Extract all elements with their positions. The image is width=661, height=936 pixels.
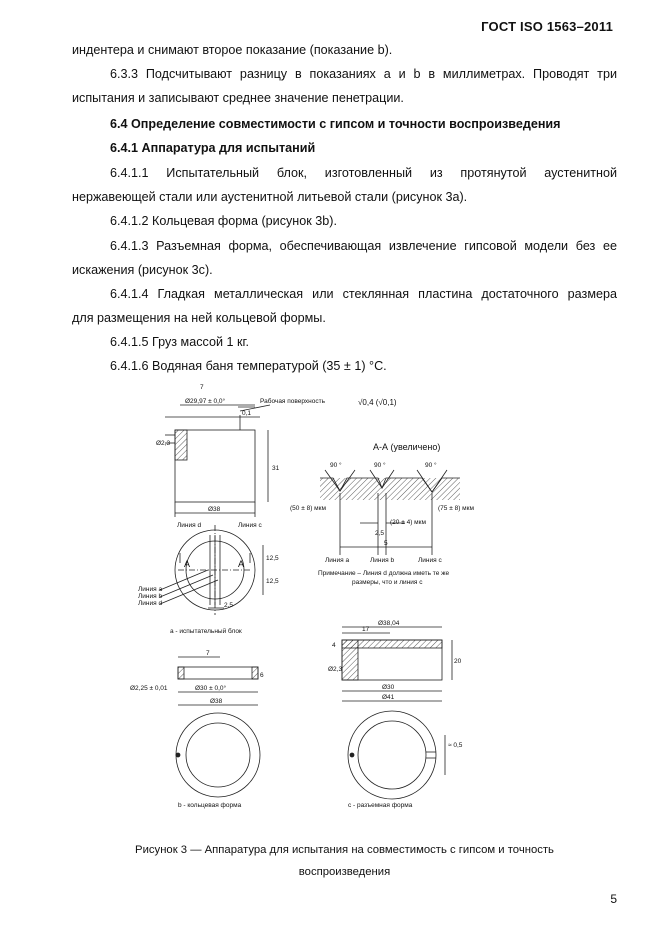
fig-dim-30b: Ø30 ± 0,0° <box>195 685 227 692</box>
heading-6-4-1-text: 6.4.1 Аппаратура для испытаний <box>110 141 316 155</box>
fig-dim-2-5-b: 2,5 <box>224 602 234 609</box>
split-mould-top-view <box>348 711 445 799</box>
paragraph-6-4-1-6-text: 6.4.1.6 Водяная баня температурой (35 ± 1) °С. <box>110 359 387 373</box>
figure-caption-line-2: воспроизведения <box>298 866 391 878</box>
fig-dim-31: 31 <box>272 465 280 472</box>
heading-6-4-text: 6.4 Определение совместимости с гипсом и точности воспроизведения <box>110 117 561 131</box>
fig-dim-30c: Ø30 <box>382 684 395 691</box>
technical-drawing <box>120 375 560 825</box>
test-block-top-view <box>160 525 263 615</box>
paragraph-6-4-1-1-line-1: 6.4.1.1 Испытательный блок, изготовленный из протянутой аустенитной <box>110 166 617 180</box>
fig-line-d-top: Линия d <box>177 522 202 529</box>
fig-dist-left: (50 ± 8) мкм <box>290 505 326 512</box>
fig-dim-7b: 7 <box>206 650 210 657</box>
fig-note-1: Примечание – Линия d должна иметь те же <box>318 570 450 577</box>
fig-dim-29-97: Ø29,97 ± 0,0° <box>185 398 226 405</box>
fig-dim-7a: 7 <box>200 384 204 391</box>
fig-caption-b: b - кольцевая форма <box>178 802 242 809</box>
fig-angle-1: 90 ° <box>330 462 342 469</box>
paragraph-6-4-1-4-line-2: для размещения на ней кольцевой формы. <box>72 311 326 325</box>
paragraph-6-4-1-2-text: 6.4.1.2 Кольцевая форма (рисунок 3b). <box>110 214 337 228</box>
fig-label-a-left: А <box>184 559 191 569</box>
fig-dim-6: 6 <box>260 672 264 679</box>
fig-line-a-right: Линия а <box>325 557 350 564</box>
fig-dim-2-5-a: 2,5 <box>375 530 385 537</box>
paragraph-6-4-1-3-line-1: 6.4.1.3 Разъемная форма, обеспечивающая извлечение гипсовой модели без ее <box>110 239 617 253</box>
fig-dim-2-25: Ø2,25 ± 0,01 <box>130 685 168 692</box>
fig-dim-2-3: Ø2,3 <box>156 440 171 447</box>
paragraph-6-4-1-5-text: 6.4.1.5 Груз массой 1 кг. <box>110 335 250 349</box>
fig-caption-c: с - разъемная форма <box>348 802 413 809</box>
fig-flatness: 0,1 <box>242 410 252 417</box>
fig-dim-17: 17 <box>362 626 370 633</box>
fig-dim-4: 4 <box>332 642 336 649</box>
paragraph-6-4-1-3 <box>72 234 617 282</box>
split-mould-side-view <box>342 627 452 701</box>
fig-work-surface: Рабочая поверхность <box>260 398 325 405</box>
ring-mould-top-view <box>176 713 260 797</box>
paragraph-6-4-1-4 <box>72 282 617 330</box>
fig-line-b-right: Линия b <box>370 557 395 564</box>
fig-dim-12-5-b: 12,5 <box>266 578 279 585</box>
paragraph-1 <box>72 38 617 62</box>
fig-line-d-left: Линия d <box>138 600 163 607</box>
test-block-side-view <box>165 405 270 517</box>
fig-line-c-top: Линия с <box>238 522 262 529</box>
fig-line-b-left: Линия b <box>138 593 163 600</box>
section-a-a <box>320 470 460 555</box>
heading-6-4-1 <box>72 136 617 160</box>
figure-caption-line-1: Рисунок 3 — Аппаратура для испытания на совместимость с гипсом и точность <box>135 844 554 856</box>
fig-dim-38-04: Ø38,04 <box>378 620 400 627</box>
paragraph-6-4-1-3-line-2: искажения (рисунок 3с). <box>72 263 213 277</box>
paragraph-6-3-3-line-2: испытания и записывают среднее значение пенетрации. <box>72 91 404 105</box>
paragraph-6-4-1-5 <box>72 330 617 354</box>
paragraph-6-4-1-1-line-2: нержавеющей стали или аустенитной литьевой стали (рисунок 3а). <box>72 190 468 204</box>
page-number: 5 <box>610 892 617 906</box>
fig-dim-38b: Ø38 <box>210 698 223 705</box>
fig-dim-2-3c: Ø2,3 <box>328 666 343 673</box>
paragraph-6-3-3-line-1: 6.3.3 Подсчитывают разницу в показаниях a и b в миллиметрах. Проводят три <box>110 67 617 81</box>
fig-section-title: А-А (увеличено) <box>373 442 441 452</box>
fig-dim-0-5: ≈ 0,5 <box>448 742 463 749</box>
fig-label-a-right: А <box>238 559 245 569</box>
heading-6-4 <box>72 112 617 136</box>
fig-angle-2: 90 ° <box>374 462 386 469</box>
paragraph-6-4-1-2 <box>72 209 617 233</box>
fig-dim-12-5-a: 12,5 <box>266 555 279 562</box>
fig-line-c-right: Линия с <box>418 557 442 564</box>
fig-dist-mid: (20 ± 4) мкм <box>390 519 426 526</box>
fig-dist-right: (75 ± 8) мкм <box>438 505 474 512</box>
fig-dim-38a: Ø38 <box>208 506 221 513</box>
fig-dim-20: 20 <box>454 658 462 665</box>
fig-angle-3: 90 ° <box>425 462 437 469</box>
paragraph-6-4-1-4-line-1: 6.4.1.4 Гладкая металлическая или стеклянная пластина достаточного размера <box>110 287 617 301</box>
fig-note-2: размеры, что и линия с <box>352 579 423 586</box>
fig-line-a-left: Линия а <box>138 586 163 593</box>
fig-roughness: √0,4 (√0,1) <box>358 398 397 407</box>
fig-dim-41: Ø41 <box>382 694 395 701</box>
standard-header: ГОСТ ISO 1563–2011 <box>481 19 613 34</box>
fig-dim-5: 5 <box>384 540 388 547</box>
paragraph-6-3-3 <box>72 62 617 110</box>
paragraph-1-text: индентера и снимают второе показание (показание b). <box>72 43 393 57</box>
fig-caption-a: а - испытательный блок <box>170 628 242 635</box>
paragraph-6-4-1-1 <box>72 161 617 209</box>
